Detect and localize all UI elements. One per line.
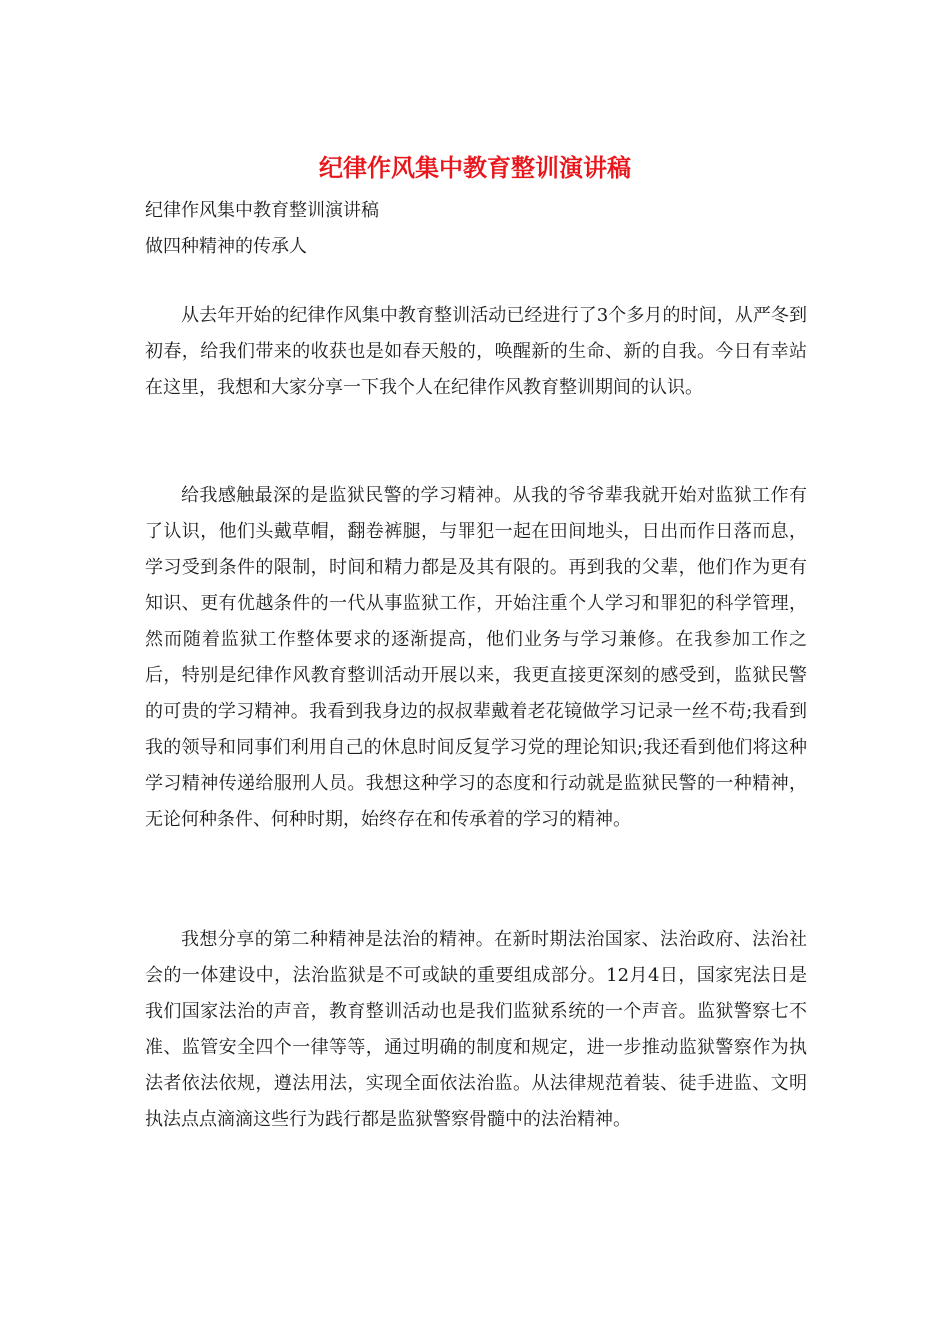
document-subtitle: 纪律作风集中教育整训演讲稿: [145, 200, 379, 221]
document-title: 纪律作风集中教育整训演讲稿: [319, 153, 631, 182]
document-theme-line: 做四种精神的传承人: [145, 236, 307, 257]
paragraph-intro: 从去年开始的纪律作风集中教育整训活动已经进行了3个多月的时间，从严冬到初春，给我们带来的收获也是如春天般的，唤醒新的生命、新的自我。今日有幸站在这里，我想和大家分享一下我个人在纪律作风教育整训期间的认识。: [145, 305, 807, 398]
paragraph-learning-spirit: 给我感触最深的是监狱民警的学习精神。从我的爷爷辈我就开始对监狱工作有了认识，他们头戴草帽，翻卷裤腿，与罪犯一起在田间地头，日出而作日落而息，学习受到条件的限制，时间和精力都是及其有限的。再到我的父辈，他们作为更有知识、更有优越条件的一代从事监狱工作，开始注重个人学习和罪犯的科学管理，然而随着监狱工作整体要求的逐渐提高，他们业务与学习兼修。在我参加工作之后，特别是纪律作风教育整训活动开展以来，我更直接更深刻的感受到，监狱民警的可贵的学习精神。我看到我身边的叔叔辈戴着老花镜做学习记录一丝不苟;我看到我的领导和同事们利用自己的休息时间反复学习党的理论知识;我还看到他们将这种学习精神传递给服刑人员。我想这种学习的态度和行动就是监狱民警的一种精神，无论何种条件、何种时期，始终存在和传承着的学习的精神。: [145, 485, 807, 830]
paragraph-rule-of-law-spirit: 我想分享的第二种精神是法治的精神。在新时期法治国家、法治政府、法治社会的一体建设中，法治监狱是不可或缺的重要组成部分。12月4日，国家宪法日是我们国家法治的声音，教育整训活动也是我们监狱系统的一个声音。监狱警察七不准、监管安全四个一律等等，通过明确的制度和规定，进一步推动监狱警察作为执法者依法依规，遵法用法，实现全面依法治监。从法律规范着装、徒手进监、文明执法点点滴滴这些行为践行都是监狱警察骨髓中的法治精神。: [145, 929, 807, 1130]
